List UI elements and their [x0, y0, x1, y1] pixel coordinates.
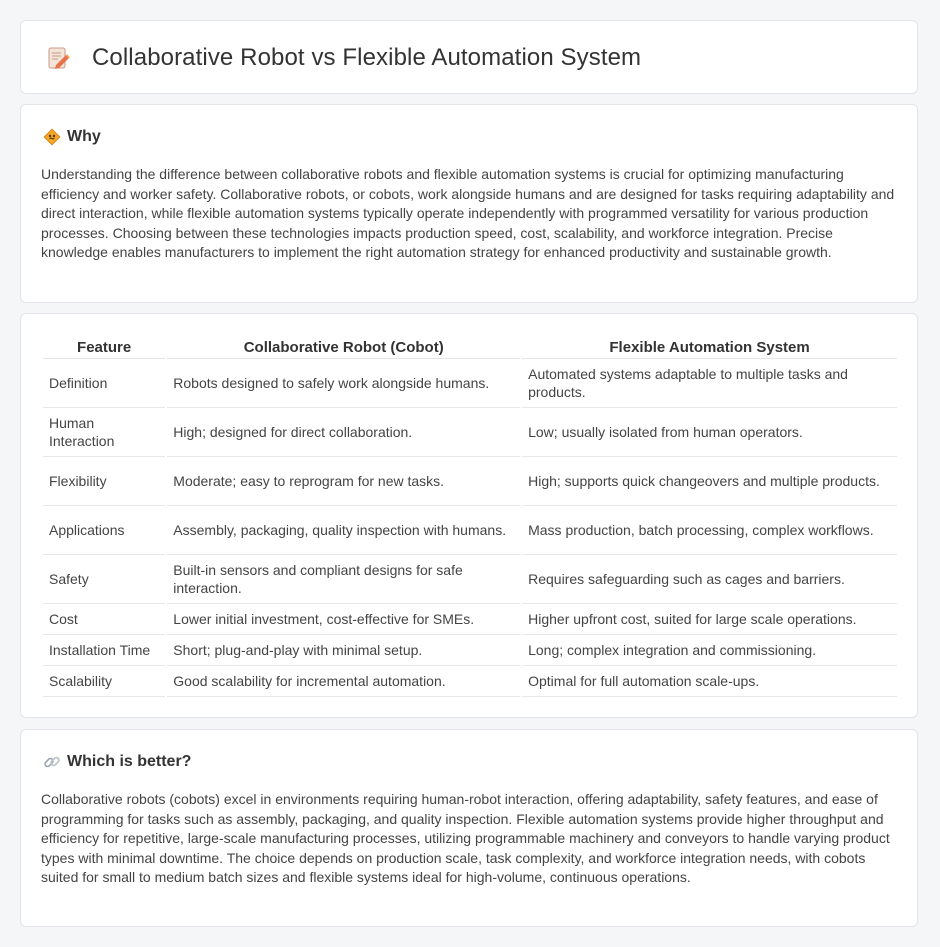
better-heading: Which is better?	[67, 753, 192, 770]
table-cell-cobot: Moderate; easy to reprogram for new tasks.	[167, 457, 520, 506]
table-cell-flexible: Low; usually isolated from human operators.	[522, 408, 897, 457]
table-header-cell: Flexible Automation System	[522, 336, 897, 359]
table-cell-cobot: High; designed for direct collaboration.	[167, 408, 520, 457]
table-cell-feature: Scalability	[43, 666, 165, 697]
table-header-row	[43, 336, 897, 359]
table-row	[43, 635, 897, 666]
comparison-table	[41, 336, 899, 697]
link-icon	[43, 753, 61, 771]
table-cell-feature: Human Interaction	[43, 408, 165, 457]
table-cell-flexible: Mass production, batch processing, complex workflows.	[522, 506, 897, 555]
why-text: Understanding the difference between collaborative robots and flexible automation systems is crucial for optimizing manufacturing efficiency and worker safety. Collaborative robots, or cobots, work alongside humans and are designed for tasks requiring adaptability and direct interaction, while flexible automation systems typically operate independently with programmed versatility for various production processes. Choosing between these technologies impacts production speed, cost, scalability, and workforce integration. Precise knowledge enables manufacturers to implement the right automation strategy for enhanced productivity and sustainable growth.	[41, 166, 895, 261]
table-row	[43, 408, 897, 457]
page-title: Collaborative Robot vs Flexible Automation System	[92, 44, 642, 71]
table-row	[43, 555, 897, 604]
table-cell-cobot: Lower initial investment, cost-effective for SMEs.	[167, 604, 520, 635]
why-heading: Why	[67, 128, 101, 145]
table-cell-feature: Definition	[43, 359, 165, 408]
table-row	[43, 359, 897, 408]
table-cell-cobot: Assembly, packaging, quality inspection with humans.	[167, 506, 520, 555]
table-header-cell: Feature	[43, 336, 165, 359]
why-section	[20, 104, 918, 303]
table-row	[43, 666, 897, 697]
table-row	[43, 604, 897, 635]
table-header-cell: Collaborative Robot (Cobot)	[167, 336, 520, 359]
table-cell-cobot: Short; plug-and-play with minimal setup.	[167, 635, 520, 666]
better-header	[43, 752, 191, 772]
table-cell-flexible: Higher upfront cost, suited for large scale operations.	[522, 604, 897, 635]
table-cell-feature: Applications	[43, 506, 165, 555]
table-cell-flexible: Requires safeguarding such as cages and barriers.	[522, 555, 897, 604]
table-cell-feature: Safety	[43, 555, 165, 604]
which-is-better-section	[20, 729, 918, 927]
table-cell-feature: Flexibility	[43, 457, 165, 506]
document-pencil-icon	[47, 46, 71, 72]
road-sign-icon	[43, 128, 61, 146]
table-cell-cobot: Built-in sensors and compliant designs for safe interaction.	[167, 555, 520, 604]
table-cell-flexible: Long; complex integration and commissioning.	[522, 635, 897, 666]
table-cell-flexible: Optimal for full automation scale-ups.	[522, 666, 897, 697]
why-header	[43, 127, 101, 147]
table-cell-feature: Cost	[43, 604, 165, 635]
comparison-table-card	[20, 313, 918, 718]
table-cell-cobot: Good scalability for incremental automation.	[167, 666, 520, 697]
table-row	[43, 457, 897, 506]
table-cell-cobot: Robots designed to safely work alongside humans.	[167, 359, 520, 408]
title-card	[20, 20, 918, 94]
better-text: Collaborative robots (cobots) excel in environments requiring human-robot interaction, offering adaptability, safety features, and ease of programming for tasks such as assembly, packaging, and quality inspection. Flexible automation systems provide higher throughput and efficiency for repetitive, large-scale manufacturing processes, utilizing programmable machinery and conveyors to handle varying product types with minimal downtime. The choice depends on production scale, task complexity, and workforce integration needs, with cobots suited for small to medium batch sizes and flexible systems ideal for high-volume, continuous operations.	[41, 791, 890, 886]
table-cell-flexible: Automated systems adaptable to multiple tasks and products.	[522, 359, 897, 408]
table-row	[43, 506, 897, 555]
table-cell-flexible: High; supports quick changeovers and multiple products.	[522, 457, 897, 506]
table-cell-feature: Installation Time	[43, 635, 165, 666]
